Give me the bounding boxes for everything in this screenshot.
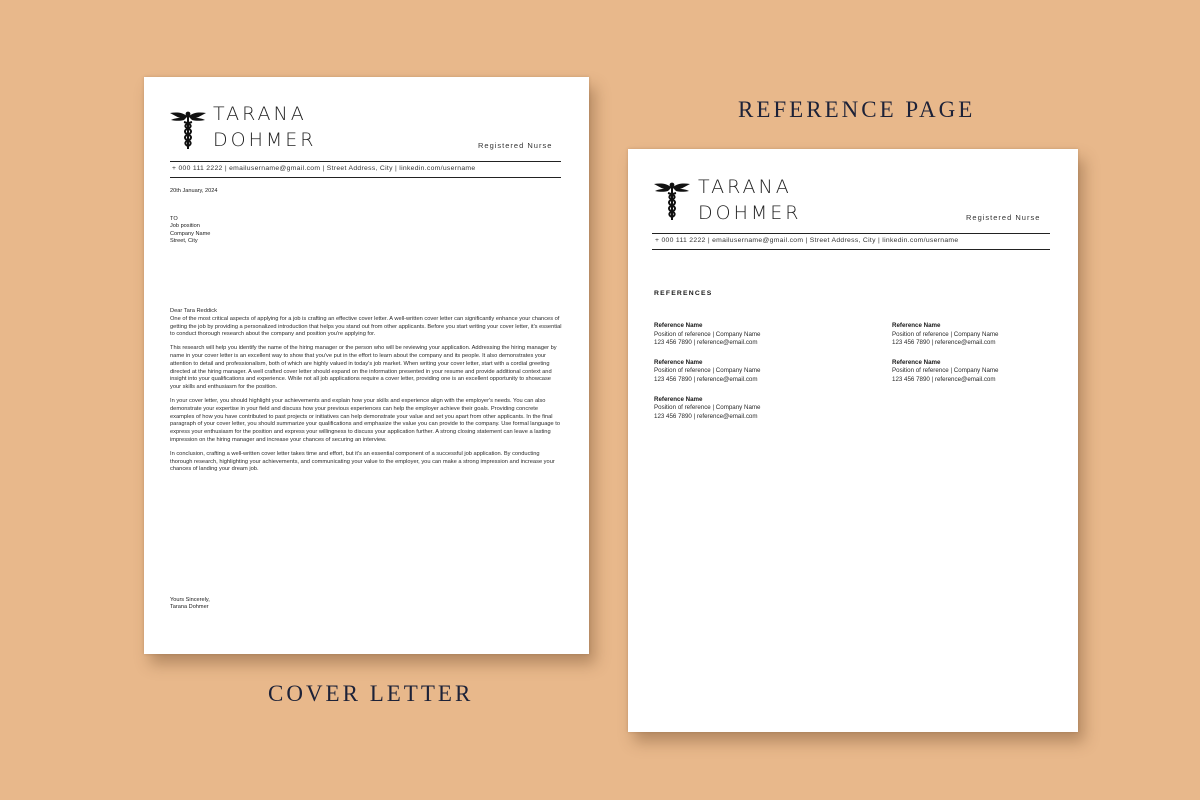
caduceus-icon bbox=[654, 181, 690, 221]
reference-contact: 123 456 7890 | reference@email.com bbox=[654, 375, 758, 383]
letter-paragraph: In your cover letter, you should highlight your achievements and explain how your skills and experience align with the employer's needs. You can also demonstrate your expertise in your field and discuss how your previous experiences can help the employer achieve their goals. Providing concrete examples of how you have contributed to past projects or initiatives can help demonstrate your value and set you apart from other applicants. In the final paragraph of your cover letter, you should summarize your qualifications and emphasize the value you can provide to the company. Use formal language to express your enthusiasm for the position and express your willingness to discuss your application further. A strong closing statement can leave a lasting impression on the hiring manager and increase your chances of securing an interview. bbox=[170, 397, 561, 443]
reference-contact: 123 456 7890 | reference@email.com bbox=[654, 339, 758, 347]
reference-entry bbox=[654, 359, 892, 385]
references-list bbox=[654, 322, 1054, 421]
reference-contact: 123 456 7890 | reference@email.com bbox=[892, 375, 996, 383]
header-rule-bottom bbox=[652, 249, 1050, 250]
reference-entry bbox=[654, 322, 892, 348]
cover-letter-page bbox=[144, 77, 589, 654]
reference-position: Position of reference | Company Name bbox=[654, 367, 761, 375]
header-rule-top bbox=[652, 233, 1050, 234]
reference-entry bbox=[654, 396, 892, 422]
reference-position: Position of reference | Company Name bbox=[654, 330, 761, 338]
last-name: DOHMER bbox=[213, 129, 317, 151]
caduceus-icon bbox=[170, 110, 206, 150]
letter-paragraph: This research will help you identify the name of the hiring manager or the person who will be reviewing your application. Addressing the hiring manager by name in your cover letter is an excellent way to show that you've put in the effort to learn about the company and its people. It also demonstrates your attention to detail and professionalism, both of which are highly valued in today's job market. When writing your cover letter, start with a cordial greeting directed at the hiring manager. A well crafted cover letter should expand on the information presented in your resume and provide additional context and insight into your qualifications and experience. While not all job applications require a cover letter, providing one is an excellent opportunity to showcase your skills and enthusiasm for the position. bbox=[170, 345, 557, 391]
header-rule-top bbox=[170, 161, 561, 162]
closing: Yours Sincerely, bbox=[170, 597, 210, 603]
reference-name: Reference Name bbox=[654, 395, 703, 403]
recipient-line: TO bbox=[170, 216, 178, 222]
reference-name: Reference Name bbox=[892, 358, 941, 366]
reference-position: Position of reference | Company Name bbox=[654, 404, 761, 412]
references-heading: REFERENCES bbox=[654, 290, 713, 297]
reference-page bbox=[628, 149, 1078, 732]
job-title: Registered Nurse bbox=[966, 213, 1041, 222]
reference-contact: 123 456 7890 | reference@email.com bbox=[892, 339, 996, 347]
contact-line: + 000 111 2222 | emailusername@gmail.com | Street Address, City | linkedin.com/username bbox=[172, 165, 476, 172]
reference-entry bbox=[892, 359, 1052, 385]
letter-paragraph: In conclusion, crafting a well-written cover letter takes time and effort, but it's an essential component of a successful job application. By conducting thorough research, highlighting your achievements, and communicating your value to the employer, you can make a strong impression and increase your chances of landing your dream job. bbox=[170, 450, 555, 473]
first-name: TARANA bbox=[213, 103, 307, 125]
contact-line: + 000 111 2222 | emailusername@gmail.com | Street Address, City | linkedin.com/username bbox=[655, 237, 959, 244]
recipient-line: Company Name bbox=[170, 230, 211, 237]
job-title: Registered Nurse bbox=[478, 141, 553, 150]
reference-position: Position of reference | Company Name bbox=[892, 330, 999, 338]
signature-name: Tarana Dohmer bbox=[170, 604, 209, 611]
reference-contact: 123 456 7890 | reference@email.com bbox=[654, 412, 758, 420]
reference-page-label: REFERENCE PAGE bbox=[738, 97, 976, 122]
reference-name: Reference Name bbox=[654, 358, 703, 366]
last-name: DOHMER bbox=[698, 202, 802, 224]
reference-entry bbox=[892, 322, 1052, 348]
reference-name: Reference Name bbox=[654, 322, 703, 329]
recipient-line: Street, City bbox=[170, 238, 198, 245]
header-rule-bottom bbox=[170, 177, 561, 178]
recipient-address bbox=[170, 216, 210, 246]
letter-date: 20th January, 2024 bbox=[170, 188, 218, 194]
reference-position: Position of reference | Company Name bbox=[892, 367, 999, 375]
reference-name: Reference Name bbox=[892, 322, 941, 329]
letter-signoff bbox=[170, 597, 210, 612]
first-name: TARANA bbox=[698, 176, 792, 198]
cover-letter-label: COVER LETTER bbox=[268, 681, 474, 706]
letter-body bbox=[170, 308, 563, 480]
letter-paragraph: One of the most critical aspects of applying for a job is crafting an effective cover letter. A well-written cover letter can significantly enhance your chances of getting the job by providing a personalized introduction that helps you stand out from other applicants. Before you start writing your cover letter, it's essential to conduct thorough research about the company and position you're applying for. bbox=[170, 315, 562, 338]
recipient-line: Job position bbox=[170, 223, 200, 230]
greeting: Dear Tara Reddick bbox=[170, 308, 217, 314]
